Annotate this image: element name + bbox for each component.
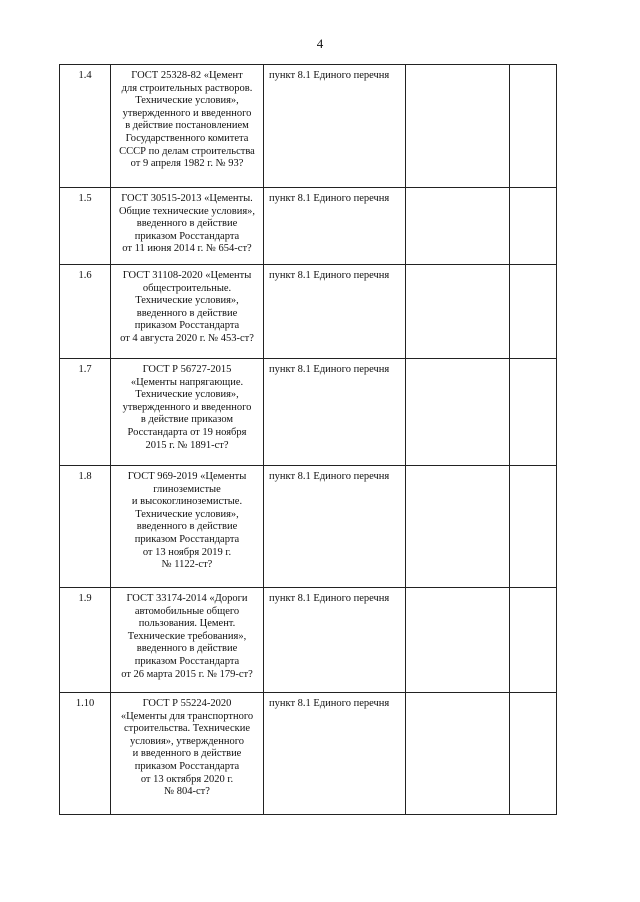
reference-text: пункт 8.1 Единого перечня (264, 588, 406, 693)
table-row (60, 359, 557, 466)
requirement-text: ГОСТ Р 55224-2020 «Цементы для транспортного строительства. Технические условия», утвержденного и введенного в действие приказом Росстандарта от 13 октября 2020 г. № 804-ст? (111, 693, 264, 815)
empty-cell (406, 588, 510, 693)
empty-cell (406, 466, 510, 588)
empty-cell (406, 188, 510, 265)
row-number: 1.5 (60, 188, 111, 265)
table-row (60, 466, 557, 588)
empty-cell (406, 265, 510, 359)
requirement-text: ГОСТ 25328-82 «Цемент для строительных растворов. Технические условия», утвержденного и введенного в действие постановлением Государственного комитета СССР по делам строительства от 9 апреля 1982 г. № 93? (111, 65, 264, 188)
reference-text: пункт 8.1 Единого перечня (264, 466, 406, 588)
table-row (60, 693, 557, 815)
empty-cell (510, 693, 557, 815)
row-number: 1.7 (60, 359, 111, 466)
row-number: 1.4 (60, 65, 111, 188)
empty-cell (406, 65, 510, 188)
row-number: 1.9 (60, 588, 111, 693)
table-row (60, 265, 557, 359)
empty-cell (406, 693, 510, 815)
table-row (60, 588, 557, 693)
empty-cell (510, 466, 557, 588)
requirement-text: ГОСТ Р 56727-2015 «Цементы напрягающие. Технические условия», утвержденного и введенного в действие приказом Росстандарта от 19 ноября 2015 г. № 1891-ст? (111, 359, 264, 466)
row-number: 1.6 (60, 265, 111, 359)
empty-cell (510, 359, 557, 466)
checklist-table (59, 64, 557, 815)
reference-text: пункт 8.1 Единого перечня (264, 693, 406, 815)
row-number: 1.10 (60, 693, 111, 815)
requirement-text: ГОСТ 30515-2013 «Цементы. Общие технические условия», введенного в действие приказом Росстандарта от 11 июня 2014 г. № 654-ст? (111, 188, 264, 265)
reference-text: пункт 8.1 Единого перечня (264, 359, 406, 466)
reference-text: пункт 8.1 Единого перечня (264, 265, 406, 359)
empty-cell (510, 588, 557, 693)
page-number: 4 (316, 36, 324, 51)
requirement-text: ГОСТ 33174-2014 «Дороги автомобильные общего пользования. Цемент. Технические требования», введенного в действие приказом Росстандарта от 26 марта 2015 г. № 179-ст? (111, 588, 264, 693)
row-number: 1.8 (60, 466, 111, 588)
empty-cell (510, 265, 557, 359)
empty-cell (510, 188, 557, 265)
requirement-text: ГОСТ 969-2019 «Цементы глиноземистые и высокоглиноземистые. Технические условия», введенного в действие приказом Росстандарта от 13 ноября 2019 г. № 1122-ст? (111, 466, 264, 588)
reference-text: пункт 8.1 Единого перечня (264, 65, 406, 188)
empty-cell (406, 359, 510, 466)
requirement-text: ГОСТ 31108-2020 «Цементы общестроительные. Технические условия», введенного в действие приказом Росстандарта от 4 августа 2020 г. № 453-ст? (111, 265, 264, 359)
reference-text: пункт 8.1 Единого перечня (264, 188, 406, 265)
table-row (60, 188, 557, 265)
table-row (60, 65, 557, 188)
empty-cell (510, 65, 557, 188)
